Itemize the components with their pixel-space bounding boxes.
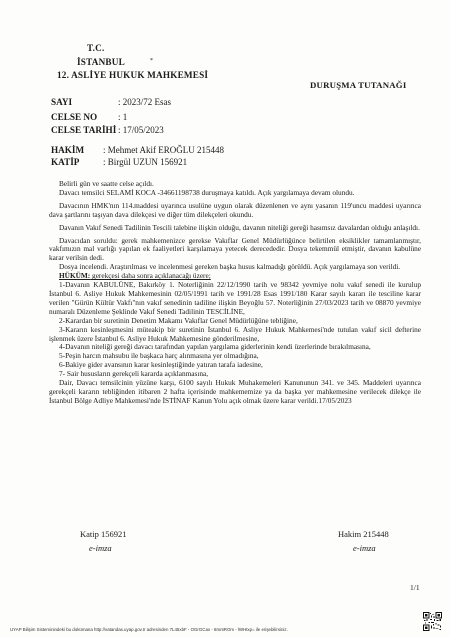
judgment-item-3: 3-Kararın kesinleşmesini müteakip bir suretinin İstanbul 6. Asliye Hukuk Mahkemesi'nde tutulan vakıf sicil defterine işlenmek üzere İstanbul 6. Asliye Hukuk Mahkemesine gönderilmesine,: [49, 324, 421, 343]
page-number: 1/1: [410, 583, 420, 592]
judgment-intro-text: gerekçesi daha sonra açıklanacağı üzere;: [90, 271, 211, 281]
judgment-item-5: 5-Peşin harcın mahsubu ile başkaca harç alınmasına yer olmadığına,: [59, 351, 259, 361]
tc-heading: T.C.: [87, 43, 105, 53]
hakim-value: : Mehmet Akif EROĞLU 215448: [103, 145, 224, 155]
hearing-record-body: [49, 180, 421, 406]
judgment-label: HÜKÜM:: [59, 271, 91, 281]
judgment-item-1: 1-Davanın KABULÜNE, Bakırköy 1. Noterliğinin 22/12/1990 tarih ve 98342 yevmiye nolu vakıf senedi ile kurulup İstanbul 6. Asliye Hukuk Mahkemesinin 02/05/1991 tarih ve 1991/28 Esas 1991/180 Karar sayılı kararı ile tesciline karar verilen "Gürün Kültür Vakfı"nın vakıf senedinin tadiline ilişkin Beyoğlu 57. Noterliğinin 27/03/2023 tarih ve 08870 yevmiye numaralı Düzenleme Şeklinde Vakıf Senedi Tadilinin TESCİLİNE,: [49, 280, 421, 316]
paragraph-final-decision: Dair, Davacı temsilcinin yüzüne karşı, 6100 sayılı Hukuk Muhakemeleri Kanununun 341. ve 345. Maddeleri uyarınca gerekçeli kararın tebliğinden itibaren 2 hafta içerisinde mahkememize ya da başka yer mahkemesine verilecek dilekçe ile İstanbul Bölge Adliye Mahkemesi'nde İSTİNAF Kanun Yolu açık olmak üzere karar verildi.17/05/2023: [49, 378, 421, 405]
hakim-signature-title: Hakim 215448: [338, 529, 389, 539]
city-heading: İSTANBUL: [77, 57, 125, 67]
katip-signature-title: Katip 156921: [80, 529, 127, 539]
celse-no-value: : 1: [118, 112, 128, 122]
katip-e-signature: e-imza: [89, 543, 112, 553]
hakim-label: HAKİM: [51, 145, 85, 155]
judgment-item-4: 4-Davanın niteliği gereği davacı tarafından yapılan yargılama giderlerinin kendi üzerlerinde bırakılmasına,: [59, 342, 371, 352]
sayi-value: : 2023/72 Esas: [118, 97, 171, 107]
celse-no-label: CELSE NO: [51, 112, 98, 122]
document-type: DURUŞMA TUTANAĞI: [310, 80, 407, 90]
qr-code-icon: [423, 612, 442, 631]
court-heading: 12. ASLİYE HUKUK MAHKEMESİ: [57, 70, 209, 80]
paragraph-attendance: Davacı temsilci SELAMİ KOCA -34661198738 duruşmaya katıldı. Açık yargılamaya devam olundu.: [59, 187, 355, 197]
katip-label: KATİP: [51, 157, 80, 167]
celse-date-value: : 17/05/2023: [118, 125, 164, 135]
paragraph-plaintiff-statement: Davacıdan soruldu: gerek mahkemenizce gerekse Vakıflar Genel Müdürlüğünce belirtilen eksiklikler tamamlanmıştır, vakfımızın mal varlığı yapılan ek faaliyetleri karşılamaya yetecek derecededir. Dosya tekemmül etmiştir, davanın kabulüne karar verilsin dedi.: [49, 235, 421, 263]
uyap-footer-note: UYAP Bilişim Sisteminindeki bu dokümana http://vatandas.uyap.gov.tr adresinden 7L45xbF - OGrGCax - 8mntROm - lWHtxp= ile erişebilirsiniz.: [10, 627, 288, 632]
sayi-label: SAYI: [51, 97, 73, 107]
paragraph-case-nature: Davanın Vakıf Senedi Tadilinin Tescili talebine ilişkin olduğu, davanın niteliği gereği hasımsız davalardan olduğu anlaşıldı.: [59, 222, 420, 232]
mark-glyph: *: [150, 58, 153, 64]
judgment-item-2: 2-Karardan bir suretinin Denetim Makamı Vakıflar Genel Müdürlüğüne tebliğine,: [59, 315, 298, 325]
paragraph-examination: Dosya incelendi. Araştırılması ve incelenmesi gereken başka husus kalmadığı görüldü. Açık yargılamaya son verildi.: [59, 262, 401, 272]
paragraph-petition: Davacının HMK'nın 114.maddesi uyarınca usulüne uygun olarak düzenlenen ve aynı yasanın 119'uncu maddesi uyarınca dava şartlarını taşıyan dava dilekçesi ve diğer tüm dilekçeleri okundu.: [49, 200, 421, 219]
judgment-item-7: 7- Sair hususların gerekçeli kararda açıklanmasına,: [59, 369, 209, 379]
judgment-item-6: 6-Bakiye gider avansının karar kesinleştiğinde yatıran tarafa iadesine,: [59, 360, 263, 370]
celse-date-label: CELSE TARİHİ: [51, 125, 117, 135]
paragraph-opening: Belirli gün ve saatte celse açıldı.: [59, 179, 154, 188]
hakim-e-signature: e-imza: [353, 543, 376, 553]
katip-value: : Birgül UZUN 156921: [103, 157, 188, 167]
